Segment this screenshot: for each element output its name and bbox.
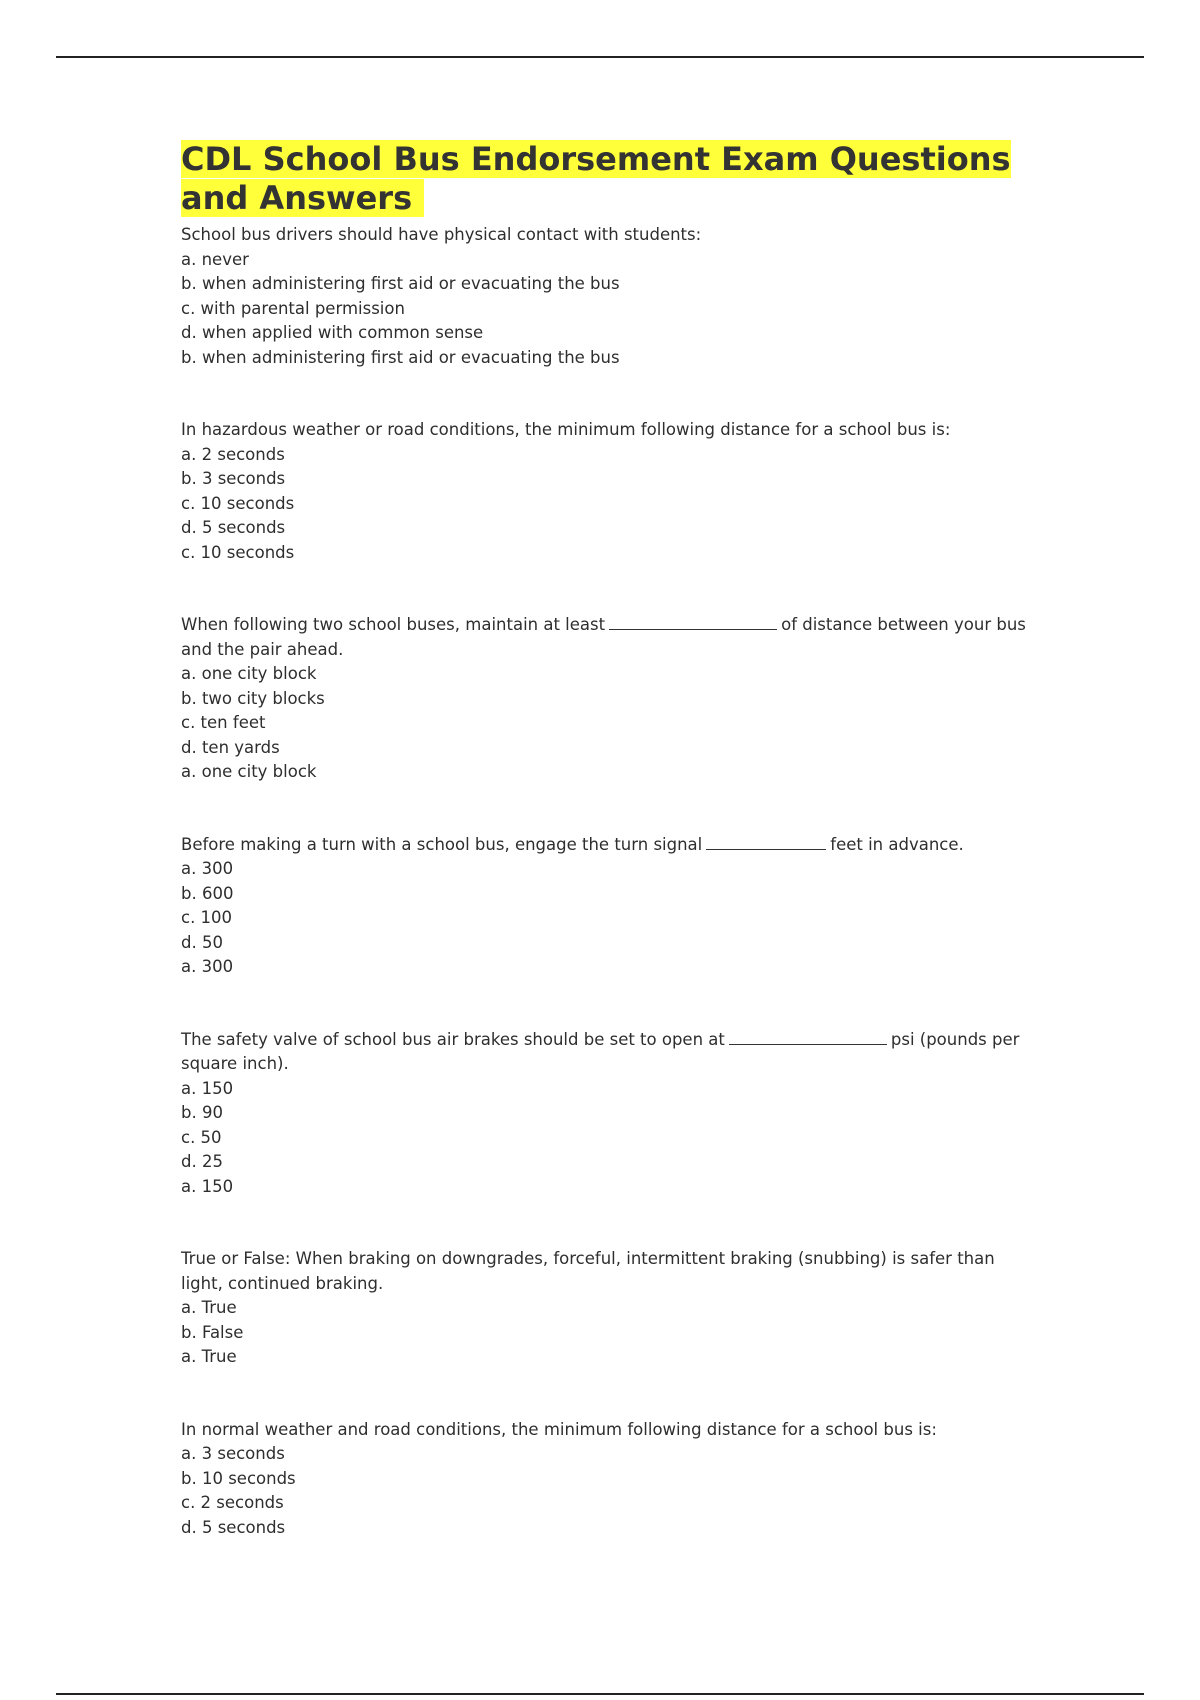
question-text-after-blank: feet in advance. bbox=[830, 834, 964, 854]
fill-in-blank bbox=[706, 835, 826, 850]
answer-option: b. 600 bbox=[181, 883, 234, 903]
question-text-before-blank: The safety valve of school bus air brakes should be set to open at bbox=[181, 1029, 725, 1049]
question-block bbox=[181, 1247, 1031, 1370]
question-text: True or False: When braking on downgrades, forceful, intermittent braking (snubbing) is safer than light, continued braking. bbox=[181, 1249, 995, 1293]
answer-option: a. 300 bbox=[181, 859, 234, 878]
question-text bbox=[181, 613, 1031, 662]
answer-option: c. with parental permission bbox=[181, 298, 405, 318]
question-text bbox=[181, 833, 1031, 858]
answer-option: a. True bbox=[181, 1298, 237, 1317]
question-text-after-blank: of distance between your bus and the pair ahead. bbox=[181, 615, 1026, 659]
answer-option: a. 150 bbox=[181, 1078, 234, 1098]
answer-option: c. 10 seconds bbox=[181, 493, 295, 513]
answer-option: d. 25 bbox=[181, 1152, 223, 1171]
question-text-after-blank: psi (pounds per square inch). bbox=[181, 1029, 1020, 1073]
question-text: In normal weather and road conditions, the minimum following distance for a school bus is: bbox=[181, 1419, 937, 1439]
answer-option: d. ten yards bbox=[181, 737, 280, 757]
question-text bbox=[181, 1028, 1031, 1077]
answer-option: a. 2 seconds bbox=[181, 444, 285, 464]
document-title bbox=[181, 140, 1031, 218]
correct-answer: c. 10 seconds bbox=[181, 542, 295, 562]
correct-answer: a. 150 bbox=[181, 1176, 234, 1196]
answer-option: d. 5 seconds bbox=[181, 1517, 286, 1537]
correct-answer: a. True bbox=[181, 1347, 237, 1366]
question-text: In hazardous weather or road conditions, the minimum following distance for a school bus is: bbox=[181, 420, 951, 439]
answer-option: b. when administering first aid or evacuating the bus bbox=[181, 274, 620, 293]
answer-option: c. 100 bbox=[181, 908, 233, 927]
question-text-before-blank: Before making a turn with a school bus, engage the turn signal bbox=[181, 834, 703, 854]
question-block bbox=[181, 1418, 1031, 1541]
page-bottom-rule bbox=[56, 1693, 1144, 1695]
answer-option: d. when applied with common sense bbox=[181, 323, 484, 342]
fill-in-blank bbox=[729, 1030, 887, 1045]
answer-option: a. one city block bbox=[181, 664, 317, 683]
answer-option: b. two city blocks bbox=[181, 688, 325, 708]
answer-option: a. never bbox=[181, 249, 249, 269]
question-block bbox=[181, 223, 1031, 370]
document-title-highlight: CDL School Bus Endorsement Exam Questions and Answers bbox=[181, 140, 1011, 217]
fill-in-blank bbox=[609, 615, 777, 630]
answer-option: b. False bbox=[181, 1322, 244, 1342]
question-block bbox=[181, 833, 1031, 980]
question-block bbox=[181, 418, 1031, 565]
answer-option: c. 2 seconds bbox=[181, 1493, 284, 1512]
answer-option: c. ten feet bbox=[181, 713, 266, 732]
answer-option: a. 3 seconds bbox=[181, 1444, 285, 1463]
page-top-rule bbox=[56, 56, 1144, 58]
answer-option: b. 90 bbox=[181, 1103, 223, 1122]
answer-option: d. 50 bbox=[181, 932, 223, 952]
question-text-before-blank: When following two school buses, maintain at least bbox=[181, 615, 606, 634]
question-block bbox=[181, 1028, 1031, 1200]
question-block bbox=[181, 613, 1031, 785]
correct-answer: a. one city block bbox=[181, 762, 317, 781]
document-body bbox=[181, 140, 1031, 1588]
question-text: School bus drivers should have physical contact with students: bbox=[181, 225, 702, 244]
answer-option: d. 5 seconds bbox=[181, 518, 286, 537]
answer-option: c. 50 bbox=[181, 1127, 222, 1147]
correct-answer: b. when administering first aid or evacuating the bus bbox=[181, 347, 620, 367]
correct-answer: a. 300 bbox=[181, 957, 234, 976]
answer-option: b. 3 seconds bbox=[181, 469, 286, 488]
answer-option: b. 10 seconds bbox=[181, 1468, 296, 1488]
